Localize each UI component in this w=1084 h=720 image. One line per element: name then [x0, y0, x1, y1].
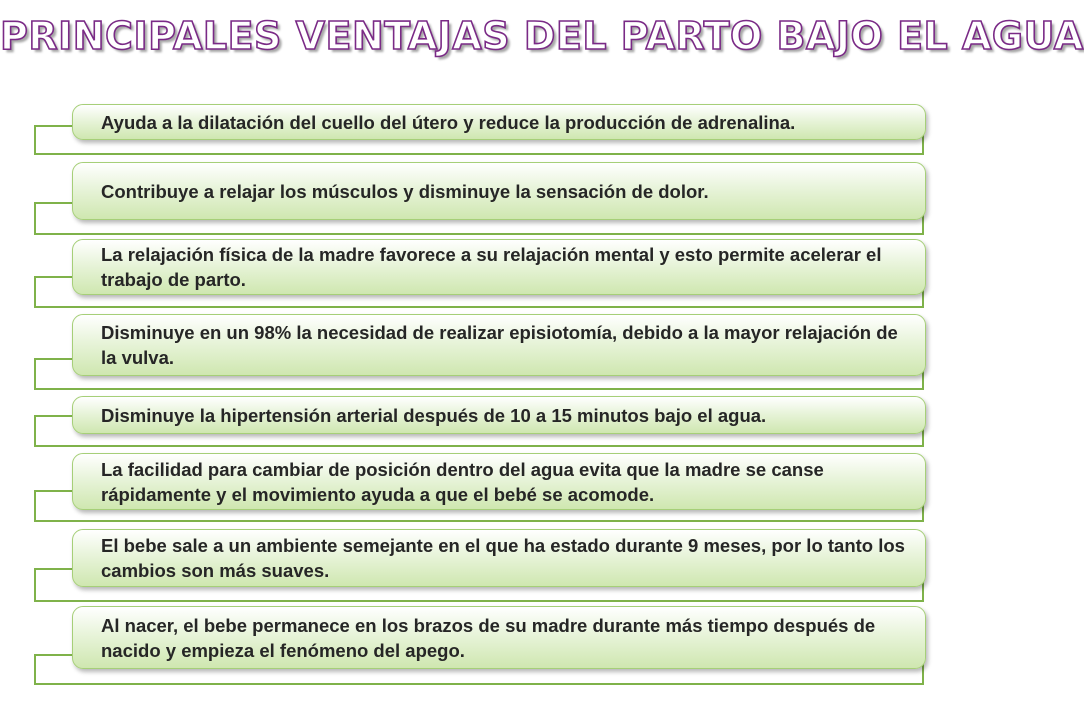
item-text: Disminuye la hipertensión arterial después de 10 a 15 minutos bajo el agua.	[101, 404, 767, 426]
item-text: Contribuye a relajar los músculos y disminuye la sensación de dolor.	[101, 180, 709, 202]
item-box	[72, 606, 926, 669]
slide-title: PRINCIPALES VENTAJAS DEL PARTO BAJO EL AGUA	[0, 14, 1084, 58]
item-box	[72, 314, 926, 376]
item-text: Al nacer, el bebe permanece en los brazos de su madre durante más tiempo después de nacido y empieza el fenómeno del apego.	[101, 614, 876, 661]
item-text: La relajación física de la madre favorece a su relajación mental y esto permite acelerar el trabajo de parto.	[101, 244, 882, 290]
item-text: La facilidad para cambiar de posición dentro del agua evita que la madre se canse rápidamente y el movimiento ayuda a que el bebé se acomode.	[101, 458, 824, 505]
item-box	[72, 396, 926, 434]
item-text: El bebe sale a un ambiente semejante en el que ha estado durante 9 meses, por lo tanto los cambios son más suaves.	[101, 535, 905, 581]
item-text: Disminuye en un 98% la necesidad de realizar episiotomía, debido a la mayor relajación de la vulva.	[101, 322, 898, 368]
item-box	[72, 453, 926, 510]
item-box	[72, 529, 926, 587]
item-box	[72, 239, 926, 295]
item-box	[72, 104, 926, 140]
item-text: Ayuda a la dilatación del cuello del útero y reduce la producción de adrenalina.	[101, 111, 796, 133]
item-box	[72, 162, 926, 220]
